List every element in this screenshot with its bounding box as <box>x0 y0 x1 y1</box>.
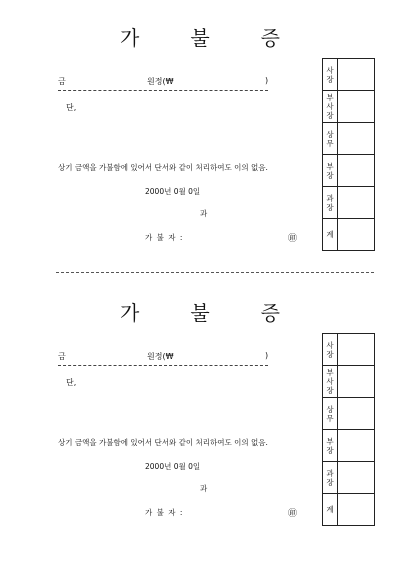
approval-label: 상 무 <box>323 398 338 430</box>
title-char: 증 <box>260 301 280 325</box>
title-char: 증 <box>260 26 280 50</box>
statement-text: 상기 금액을 가불함에 있어서 단서와 같이 처리하여도 이의 없음. <box>58 438 268 447</box>
advance-slip-bottom <box>0 275 400 545</box>
amount-label: 금 <box>58 77 66 86</box>
approval-box[interactable] <box>338 430 375 462</box>
approval-box[interactable] <box>338 59 375 91</box>
approval-label: 과 장 <box>323 462 338 494</box>
approval-box[interactable] <box>338 91 375 123</box>
date-text: 2000년 0월 0일 <box>145 462 201 471</box>
approval-box[interactable] <box>338 398 375 430</box>
approval-label: 계 <box>323 219 338 251</box>
approval-box[interactable] <box>338 123 375 155</box>
title-char: 불 <box>190 301 210 325</box>
approval-table <box>322 333 375 526</box>
amount-close: ) <box>265 351 269 360</box>
approval-box[interactable] <box>338 366 375 398</box>
date-text: 2000년 0월 0일 <box>145 187 201 196</box>
approval-box[interactable] <box>338 462 375 494</box>
amount-unit: 원정(₩ <box>147 352 174 361</box>
dan-label: 단, <box>66 378 77 387</box>
approval-label: 상 무 <box>323 123 338 155</box>
approval-box[interactable] <box>338 187 375 219</box>
payer-label: 가 불 자 : <box>145 508 184 517</box>
form-title <box>120 22 280 51</box>
dan-label: 단, <box>66 103 77 112</box>
approval-label: 부 장 <box>323 430 338 462</box>
approval-label: 계 <box>323 494 338 526</box>
approval-label: 사 장 <box>323 59 338 91</box>
statement-text: 상기 금액을 가불함에 있어서 단서와 같이 처리하여도 이의 없음. <box>58 163 268 172</box>
cut-line-divider <box>56 272 374 273</box>
seal-mark: ㊞ <box>288 234 298 244</box>
title-char: 가 <box>120 26 140 50</box>
amount-unit: 원정(₩ <box>147 77 174 86</box>
approval-label: 부 사 장 <box>323 91 338 123</box>
approval-label: 부 장 <box>323 155 338 187</box>
payer-label: 가 불 자 : <box>145 233 184 242</box>
seal-mark: ㊞ <box>288 509 298 519</box>
dept-label: 과 <box>200 484 208 493</box>
approval-label: 과 장 <box>323 187 338 219</box>
approval-label: 사 장 <box>323 334 338 366</box>
form-title <box>120 297 280 326</box>
approval-box[interactable] <box>338 155 375 187</box>
approval-table <box>322 58 375 251</box>
title-char: 가 <box>120 301 140 325</box>
approval-label: 부 사 장 <box>323 366 338 398</box>
amount-close: ) <box>265 76 269 85</box>
approval-box[interactable] <box>338 219 375 251</box>
approval-box[interactable] <box>338 494 375 526</box>
amount-label: 금 <box>58 352 66 361</box>
approval-box[interactable] <box>338 334 375 366</box>
advance-slip-top <box>0 0 400 270</box>
title-char: 불 <box>190 26 210 50</box>
dept-label: 과 <box>200 209 208 218</box>
